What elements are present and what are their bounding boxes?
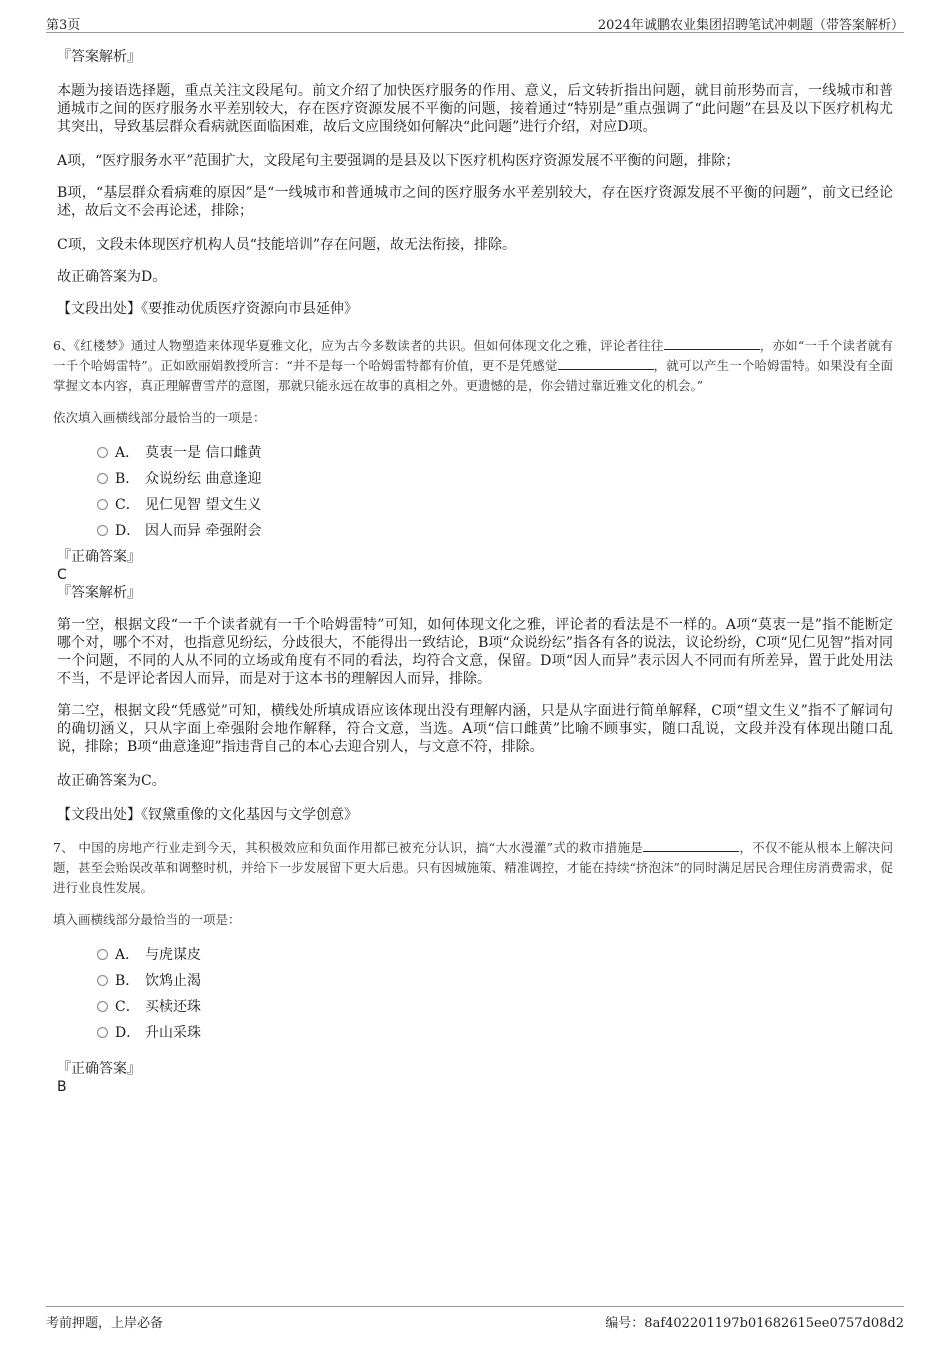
footer-slogan: 考前押题，上岸必备 — [46, 1316, 164, 1331]
q5-analysis-p2: A项，“医疗服务水平”范围扩大，文段尾句主要强调的是县及以下医疗机构医疗资源发展不平衡的问题，排除； — [57, 153, 740, 169]
document-id: 编号：8af402201197b01682615ee0757d08d2 — [605, 1316, 904, 1331]
q6-stem: 6、《红楼梦》通过人物塑造来体现华夏雅文化，应为古今多数读者的共识。但如何体现文化之雅，评论者往往 ，亦如“一千个读者就有一千个哈姆雷特”。正如欧丽娟教授所言：“并不是每一个哈姆雷特都有价值，更不是凭感觉 ，就可以产生一个哈姆雷特。如果没有全面掌握文本内容，真正理解曹雪芹的意图，那就只能永远在故事的真相之外。更遗憾的是，你会错过靠近雅文化的机会。” — [53, 338, 893, 393]
page-footer — [46, 1306, 904, 1331]
q6-option-a[interactable]: A． 莫衷一是 信口雌黄 — [97, 440, 893, 466]
radio-icon[interactable] — [97, 447, 108, 458]
q6-options — [97, 440, 893, 544]
radio-icon[interactable] — [97, 975, 108, 986]
radio-icon[interactable] — [97, 473, 108, 484]
q5-analysis-p4: C项，文段未体现医疗机构人员“技能培训”存在问题，故无法衔接，排除。 — [57, 237, 517, 253]
q6-prompt: 依次填入画横线部分最恰当的一项是： — [53, 410, 266, 425]
radio-icon[interactable] — [97, 1001, 108, 1012]
q7-option-b[interactable]: B． 饮鸩止渴 — [97, 968, 893, 994]
q7-answer-label: 『正确答案』 — [57, 1061, 141, 1077]
q7-option-a[interactable]: A． 与虎谋皮 — [97, 942, 893, 968]
q7-options — [97, 942, 893, 1046]
q7-option-c[interactable]: C． 买椟还珠 — [97, 994, 893, 1020]
q6-analysis-p2: 第二空，根据文段“凭感觉”可知，横线处所填成语应该体现出没有理解内涵，只是从字面进行简单解释，C项“望文生义”指不了解词句的确切涵义，只从字面上牵强附会地作解释，符合文意，当选。A项“信口雌黄”比喻不顾事实，随口乱说，文段并没有体现出随口乱说，排除；B项“曲意逢迎”指违背自己的本心去迎合别人，与文意不符，排除。 — [57, 703, 893, 755]
q7-blank — [643, 839, 739, 852]
radio-icon[interactable] — [97, 1027, 108, 1038]
q6-blank-2 — [558, 357, 654, 370]
q6-analysis-label: 『答案解析』 — [57, 585, 141, 601]
q6-answer-label: 『正确答案』 — [57, 549, 141, 565]
q6-source: 【文段出处】《钗黛重像的文化基因与文学创意》 — [57, 807, 358, 823]
radio-icon[interactable] — [97, 949, 108, 960]
q6-option-c[interactable]: C． 见仁见智 望文生义 — [97, 492, 893, 518]
radio-icon[interactable] — [97, 499, 108, 510]
q5-analysis-p3: B项，“基层群众看病难的原因”是“一线城市和普通城市之间的医疗服务水平差别较大，存在医疗资源发展不平衡的问题”，前文已经论述，故后文不会再论述，排除； — [57, 185, 893, 219]
q7-option-d[interactable]: D． 升山采珠 — [97, 1020, 893, 1046]
q5-analysis-label: 『答案解析』 — [57, 49, 141, 65]
q5-analysis-p1: 本题为接语选择题，重点关注文段尾句。前文介绍了加快医疗服务的作用、意义，后文转折指出问题，就目前形势而言，一线城市和普通城市之间的医疗服务水平差别较大，存在医疗资源发展不平衡的问题，接着通过“特别是”重点强调了“此问题”在县及以下医疗机构尤其突出，导致基层群众看病就医面临困难，故后文应围绕如何解决“此问题”进行介绍，对应D项。 — [57, 83, 893, 135]
q6-option-d[interactable]: D． 因人而异 牵强附会 — [97, 518, 893, 544]
q6-analysis-p1: 第一空，根据文段“一千个读者就有一千个哈姆雷特”可知，如何体现文化之雅，评论者的看法是不一样的。A项“莫衷一是”指不能断定哪个对，哪个不对，也指意见纷纭，分歧很大，不能得出一致结论，B项“众说纷纭”指各有各的说法，议论纷纷，C项“见仁见智”指对同一个问题，不同的人从不同的立场或角度有不同的看法，均符合文意，保留。D项“因人而异”表示因人不同而有所差异，置于此处用法不当，不是评论者因人而异，而是对于这本书的理解因人而异，排除。 — [57, 617, 893, 687]
document-title: 2024年诚鹏农业集团招聘笔试冲刺题（带答案解析） — [597, 18, 904, 33]
q6-blank-1 — [664, 337, 760, 350]
q5-answer-line: 故正确答案为D。 — [57, 269, 167, 285]
q6-answer-line: 故正确答案为C。 — [57, 773, 166, 789]
page-header — [46, 10, 904, 33]
q7-prompt: 填入画横线部分最恰当的一项是： — [53, 912, 241, 927]
q7-stem: 7、 中国的房地产行业走到今天，其积极效应和负面作用都已被充分认识，搞“大水漫灌”式的救市措施是 ，不仅不能从根本上解决问题，甚至会贻误改革和调整时机，并给下一步发展留下更大后患。只有因城施策、精准调控，才能在持续“挤泡沫”的同时满足居民合理住房消费需求，促进行业良性发展。 — [53, 840, 893, 895]
q7-answer: B — [57, 1079, 67, 1095]
q6-answer: C — [57, 567, 67, 583]
q5-source: 【文段出处】《要推动优质医疗资源向市县延伸》 — [57, 301, 358, 317]
page-number: 第3页 — [46, 18, 81, 33]
q6-option-b[interactable]: B． 众说纷纭 曲意逢迎 — [97, 466, 893, 492]
page-content — [53, 48, 893, 1096]
radio-icon[interactable] — [97, 525, 108, 536]
